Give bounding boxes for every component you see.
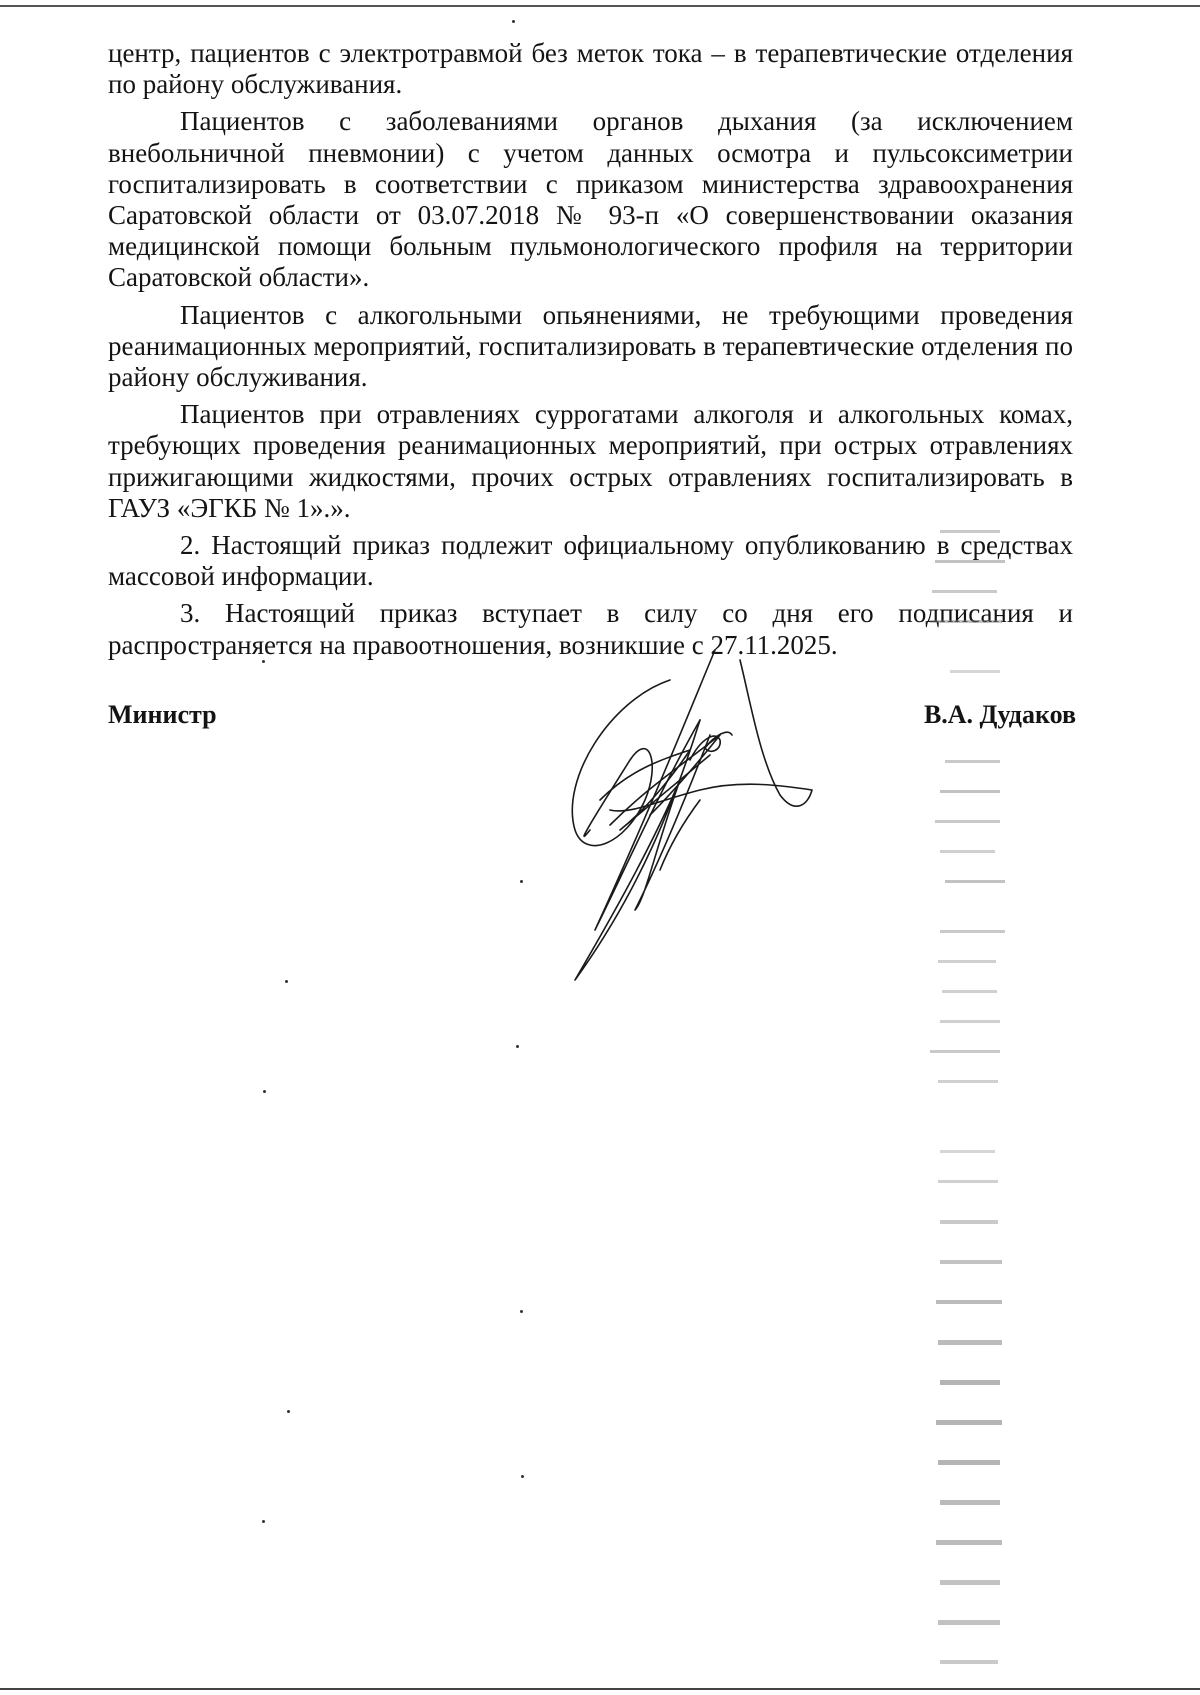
paragraph-respiratory-patients: Пациентов с заболеваниями органов дыхания (за исключением внебольничной пневмонии) с учетом данных осмотра и пульсоксиметрии госпитализировать в соответствии с приказом министерства здравоохранения Саратовской области от 03.07.2018 № 93-п «О совершенствовании оказания медицинской помощи больным пульмонологического профиля на территории Саратовской области». — [108, 106, 1073, 293]
scan-speck — [287, 1410, 290, 1413]
paragraph-effective-date-clause: 3. Настоящий приказ вступает в силу со дня его подписания и распространяется на правоотношения, возникшие с 27.11.2025. — [108, 598, 1073, 660]
scan-speck — [516, 1045, 519, 1048]
scan-speck — [263, 1090, 266, 1093]
paragraph-publication-clause: 2. Настоящий приказ подлежит официальному опубликованию в средствах массовой информации. — [108, 530, 1073, 592]
paragraph-poisoning: Пациентов при отравлениях суррогатами алкоголя и алкогольных комах, требующих проведения реанимационных мероприятий, при острых отравлениях прижигающими жидкостями, прочих острых отравлениях госпитализировать в ГАУЗ «ЭГКБ № 1».». — [108, 399, 1073, 523]
scan-bleed-through-noise — [910, 520, 1080, 1680]
scan-speck — [285, 980, 288, 983]
scan-speck — [512, 20, 515, 23]
signatory-title: Министр — [108, 700, 217, 729]
signatory-name: В.А. Дудаков — [923, 700, 1076, 729]
handwritten-signature — [550, 640, 850, 1000]
scan-speck — [520, 1310, 523, 1313]
paragraph-alcohol-intoxication: Пациентов с алкогольными опьянениями, не требующими проведения реанимационных мероприятий, госпитализировать в терапевтические отделения по району обслуживания. — [108, 299, 1073, 393]
scan-speck — [520, 880, 523, 883]
scan-speck — [262, 1520, 265, 1523]
scan-speck — [262, 660, 265, 663]
scan-speck — [521, 1475, 524, 1478]
scan-bottom-edge-line — [0, 1688, 1200, 1690]
scan-top-edge-line — [0, 5, 1200, 7]
paragraph-continuation: центр, пациентов с электротравмой без меток тока – в терапевтические отделения по району обслуживания. — [108, 38, 1073, 100]
